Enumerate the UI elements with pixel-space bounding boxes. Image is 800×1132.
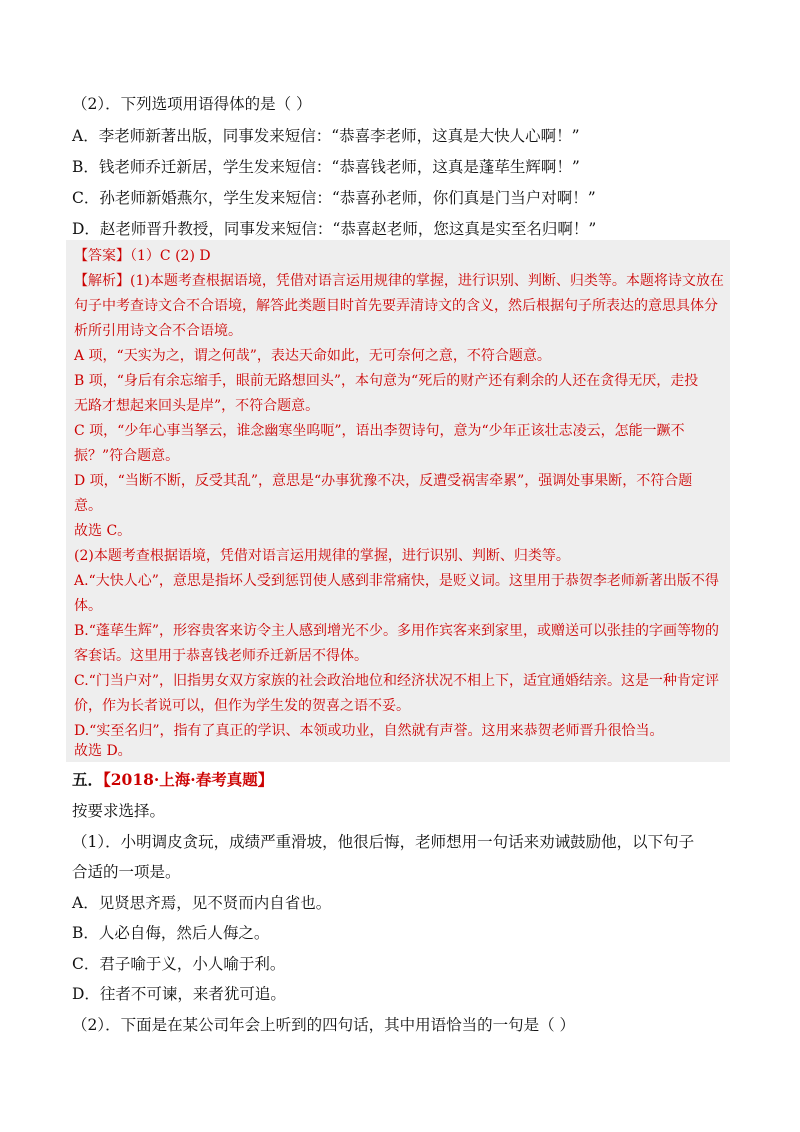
answer-line: 【答案】（1）C (2) D	[74, 248, 211, 264]
answer-line: C 项，“少年心事当拏云，谁念幽寒坐呜呃”，语出李贺诗句，意为“少年正该壮志凌云，怎能一蹶不	[74, 423, 685, 439]
answer-line: 析所引用诗文合不合语境。	[74, 323, 242, 339]
section-5-question-2-stem: （2）．下面是在某公司年会上听到的四句话，其中用语恰当的一句是（ ）	[72, 1016, 576, 1034]
answer-line: 客套话。这里用于恭喜钱老师乔迁新居不得体。	[74, 648, 368, 664]
answer-line: 体。	[74, 598, 102, 614]
answer-line: (2)本题考查根据语境，凭借对语言运用规律的掌握，进行识别、判断、归类等。	[74, 548, 570, 564]
answer-line: 价，作为长者说可以，但作为学生发的贺喜之语不妥。	[74, 698, 410, 714]
section-5-q1-option-a: A．见贤思齐焉，见不贤而内自省也。	[72, 894, 332, 912]
answer-line: 振？”符合题意。	[74, 448, 180, 464]
section-5-intro: 按要求选择。	[72, 802, 166, 820]
answer-line: B.“蓬荜生辉”，形容贵客来访令主人感到增光不少。多用作宾客来到家里，或赠送可以张挂的字画等物的	[74, 623, 720, 639]
section-5-question-1-line: （1）．小明调皮贪玩，成绩严重滑坡，他很后悔，老师想用一句话来劝诫鼓励他，以下句子	[72, 833, 695, 851]
question-2-option-a: A．李老师新著出版，同事发来短信：“恭喜李老师，这真是大快人心啊！”	[72, 127, 580, 145]
answer-line: C.“门当户对”，旧指男女双方家族的社会政治地位和经济状况不相上下，适宜通婚结亲。这是一种肯定评	[74, 673, 719, 689]
section-5-heading	[72, 770, 273, 790]
answer-line: 【解析】(1)本题考查根据语境，凭借对语言运用规律的掌握，进行识别、判断、归类等。本题将诗文放在	[74, 273, 724, 289]
section-5-q1-option-d: D．往者不可谏，来者犹可追。	[72, 985, 286, 1003]
section-5-q1-option-b: B．人必自侮，然后人侮之。	[72, 924, 270, 942]
answer-line: 故选 C。	[74, 523, 132, 539]
answer-line: B 项，“身后有余忘缩手，眼前无路想回头”，本句意为“死后的财产还有剩余的人还在贪得无厌，走投	[74, 373, 699, 389]
section-5-q1-option-c: C．君子喻于义，小人喻于利。	[72, 955, 286, 973]
answer-line: A 项，“天实为之，谓之何哉”，表达天命如此，无可奈何之意，不符合题意。	[74, 348, 551, 364]
question-2-stem: （2）．下列选项用语得体的是（ ）	[72, 95, 312, 113]
question-2-option-d: D．赵老师晋升教授，同事发来短信：“恭喜赵老师，您这真是实至名归啊！”	[72, 220, 597, 238]
answer-line: A.“大快人心”，意思是指坏人受到惩罚使人感到非常痛快，是贬义词。这里用于恭贺李老师新著出版不得	[74, 573, 719, 589]
answer-line: 意。	[74, 498, 102, 514]
answer-line: 句子中考查诗文合不合语境，解答此类题目时首先要弄清诗文的含义，然后根据句子所表达的意思具体分	[74, 298, 718, 314]
answer-line: 故选 D。	[74, 743, 132, 759]
answer-line: D.“实至名归”，指有了真正的学识、本领或功业，自然就有声誉。这用来恭贺老师晋升很恰当。	[74, 723, 664, 739]
section-source-tag: 【2018·上海·春考真题】	[103, 770, 274, 789]
section-5-question-1-line: 合适的一项是。	[72, 863, 181, 881]
answer-line: 无路才想起来回头是岸”，不符合题意。	[74, 398, 320, 414]
section-number: 五．	[72, 770, 104, 789]
question-2-option-c: C．孙老师新婚燕尔，学生发来短信：“恭喜孙老师，你们真是门当户对啊！”	[72, 189, 596, 207]
question-2-option-b: B．钱老师乔迁新居，学生发来短信：“恭喜钱老师，这真是蓬荜生辉啊！”	[72, 158, 580, 176]
answer-line: D 项，“当断不断，反受其乱”，意思是“办事犹豫不决，反遭受祸害牵累”，强调处事果断，不符合题	[74, 473, 693, 489]
